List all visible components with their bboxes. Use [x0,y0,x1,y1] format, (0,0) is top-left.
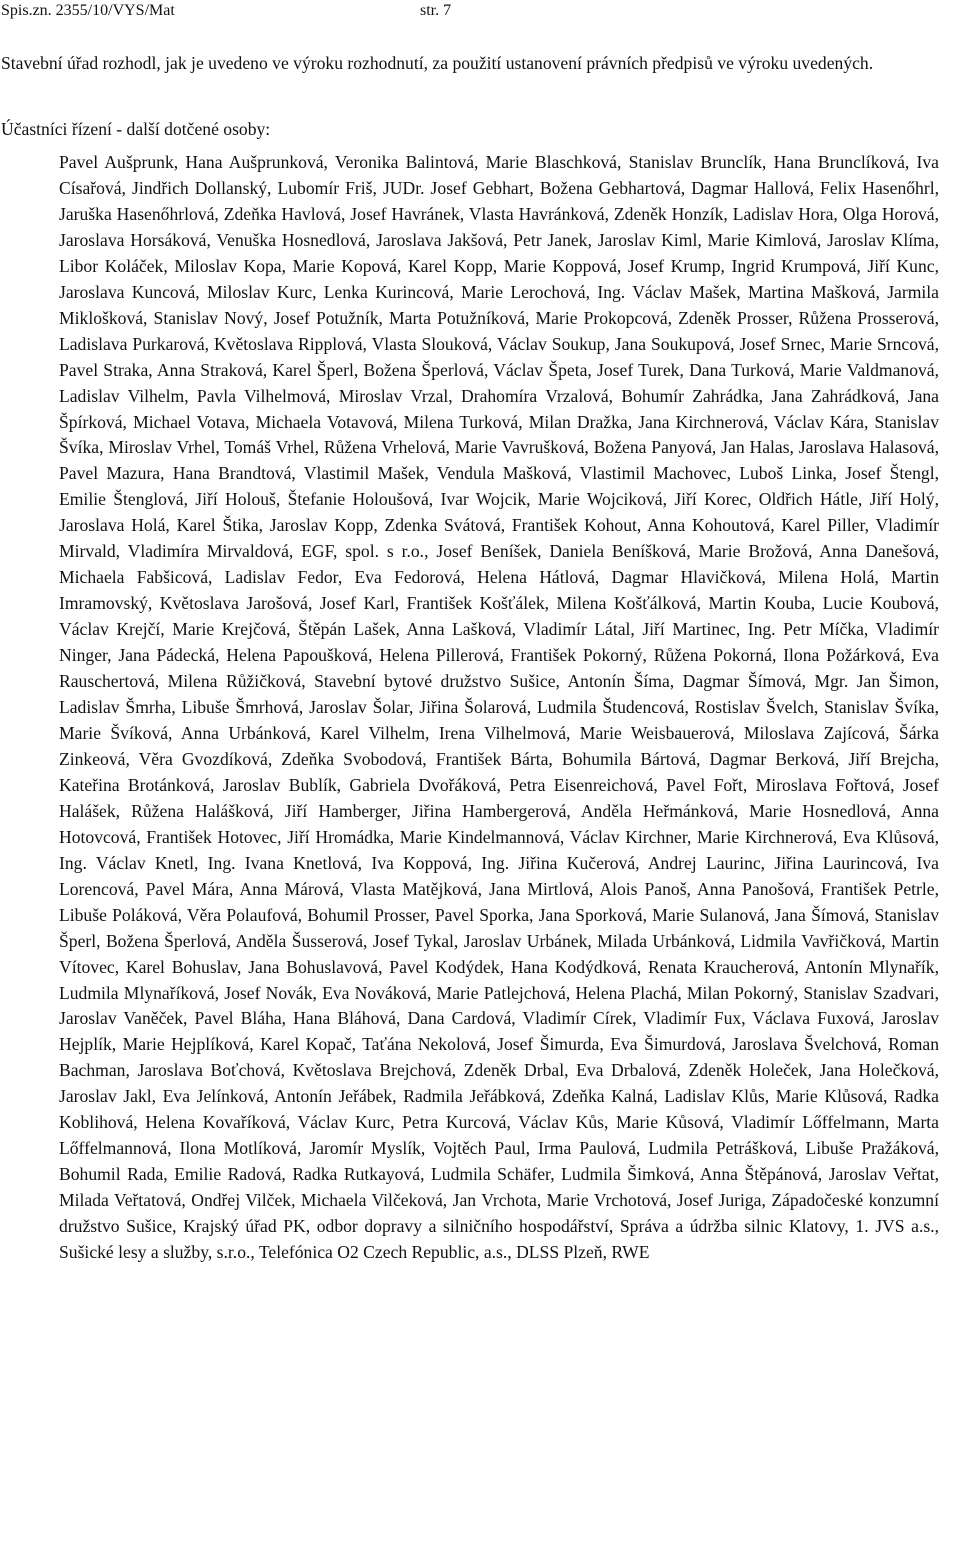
section-heading: Účastníci řízení - další dotčené osoby: [1,119,271,139]
file-reference: Spis.zn. 2355/10/VYS/Mat [1,2,175,19]
participants-list: Pavel Aušprunk, Hana Aušprunková, Veronika Balintová, Marie Blaschková, Stanislav Brunclík, Hana Brunclíková, Iva Císařová, Jindřich Dollanský, Lubomír Friš, JUDr. Josef Gebhart, Božena Gebhartová, Dagmar Hallová, Felix Hasenőhrl, Jaruška Hasenőhrlová, Zdeňka Havlová, Josef Havránek, Vlasta Havránková, Zdeněk Honzík, Ladislav Hora, Olga Horová, Jaroslava Horsáková, Venuška Hosnedlová, Jaroslava Jakšová, Petr Janek, Jaroslav Kiml, Marie Kimlová, Jaroslav Klíma, Libor Koláček, Miloslav Kopa, Marie Kopová, Karel Kopp, Marie Koppová, Josef Krump, Ingrid Krumpová, Jiří Kunc, Jaroslava Kuncová, Miloslav Kurc, Lenka Kurincová, Marie Lerochová, Ing. Václav Mašek, Martina Mašková, Jarmila Miklošková, Stanislav Nový, Josef Potužník, Marta Potužníková, Marie Prokopcová, Zdeněk Prosser, Růžena Prosserová, Ladislava Purkarová, Květoslava Ripplová, Vlasta Slouková, Václav Soukup, Jana Soukupová, Josef Srnec, Marie Srncová, Pavel Straka, Anna Straková, Karel Šperl, Božena Šperlová, Václav Špeta, Josef Turek, Dana Turková, Marie Valdmanová, Ladislav Vilhelm, Pavla Vilhelmová, Miroslav Vrzal, Drahomíra Vrzalová, Bohumír Zahrádka, Jana Zahrádková, Jana Špírková, Michael Votava, Michaela Votavová, Milena Turková, Milan Dražka, Jana Kirchnerová, Václav Kára, Stanislav Švíka, Miroslav Vrhel, Tomáš Vrhel, Růžena Vrhelová, Marie Vavrušková, Božena Panyová, Jan Halas, Jaroslava Halasová, Pavel Mazura, Hana Brandtová, Vlastimil Mašek, Vendula Mašková, Vlastimil Machovec, Luboš Linka, Josef Štengl, Emilie Štenglová, Jiří Holouš, Štefanie Holoušová, Ivar Wojcik, Marie Wojciková, Jiří Korec, Oldřich Hátle, Jiří Holý, Jaroslava Holá, Karel Štika, Jaroslav Kopp, Zdenka Svátová, František Kohout, Anna Kohoutová, Karel Piller, Vladimír Mirvald, Vladimíra Mirvaldová, EGF, spol. s r.o., Josef Beníšek, Daniela Beníšková, Marie Brožová, Anna Danešová, Michaela Fabšicová, Ladislav Fedor, Eva Fedorová, Helena Hátlová, Dagmar Hlavičková, Milena Holá, Martin Imramovský, Květoslava Jarošová, Josef Karl, František Košťálek, Milena Košťálková, Martin Kouba, Lucie Koubová, Václav Krejčí, Marie Krejčová, Štěpán Lašek, Anna Lašková, Vladimír Látal, Jiří Martinec, Ing. Petr Míčka, Vladimír Ninger, Jana Pádecká, Helena Papoušková, Helena Pillerová, František Pokorný, Růžena Pokorná, Ilona Požárková, Eva Rauschertová, Milena Růžičková, Stavební bytové družstvo Sušice, Antonín Šíma, Dagmar Šímová, Mgr. Jan Šimon, Ladislav Šmrha, Libuše Šmrhová, Jaroslav Šolar, Jiřina Šolarová, Ludmila Študencová, Rostislav Švelch, Stanislav Švíka, Marie Švíková, Anna Urbánková, Karel Vilhelm, Irena Vilhelmová, Marie Weisbauerová, Miloslava Zajícová, Šárka Zinkeová, Věra Gvozdíková, Zdeňka Svobodová, František Bárta, Bohumila Bártová, Dagmar Berková, Jiří Brejcha, Kateřina Brotánková, Jaroslav Bublík, Gabriela Dvořáková, Petra Eisenreichová, Pavel Fořt, Miroslava Fořtová, Josef Halášek, Růžena Halášková, Jiří Hamberger, Jiřina Hambergerová, Anděla Heřmánková, Marie Hosnedlová, Anna Hotovcová, František Hotovec, Jiří Hromádka, Marie Kindelmannová, Václav Kirchner, Marie Kirchnerová, Eva Klůsová, Ing. Václav Knetl, Ing. Ivana Knetlová, Iva Koppová, Ing. Jiřina Kučerová, Andrej Laurinc, Jiřina Laurincová, Iva Lorencová, Pavel Mára, Anna Márová, Vlasta Matějková, Jana Mirtlová, Alois Panoš, Anna Panošová, František Petrle, Libuše Poláková, Věra Polaufová, Bohumil Prosser, Pavel Sporka, Jana Sporková, Marie Sulanová, Jana Šímová, Stanislav Šperl, Božena Šperlová, Anděla Šusserová, Josef Tykal, Jaroslav Urbánek, Milada Urbánková, Lidmila Vavřičková, Martin Vítovec, Karel Bohuslav, Jana Bohuslavová, Pavel Kodýdek, Hana Kodýdková, Renata Kraucherová, Antonín Mlynařík, Ludmila Mlynaříková, Josef Novák, Eva Nováková, Marie Patlejchová, Helena Plachá, Milan Pokorný, Stanislav Szadvari, Jaroslav Vaněček, Pavel Bláha, Hana Bláhová, Dana Cardová, Vladimír Círek, Vladimír Fux, Václava Fuxová, Jaroslav Hejplík, Marie Hejplíková, Karel Kopač, Taťána Nekolová, Josef Šimurda, Eva Šimurdová, Jaroslava Švelchová, Roman Bachman, Jaroslava Boťchová, Květoslava Brejchová, Zdeněk Drbal, Eva Drbalová, Zdeněk Holeček, Jana Holečková, Jaroslav Jakl, Eva Jelínková, Antonín Jeřábek, Radmila Jeřábková, Zdeňka Kalná, Ladislav Klůs, Marie Klůsová, Radka Koblihová, Helena Kovaříková, Václav Kurc, Petra Kurcová, Václav Kůs, Marie Kůsová, Vladimír Lőffelmann, Marta Lőffelmannová, Ilona Motlíková, Jaromír Myslík, Vojtěch Paul, Irma Paulová, Ludmila Petrášková, Libuše Pražáková, Bohumil Rada, Emilie Radová, Radka Rutkayová, Ludmila Schäfer, Ludmila Šimková, Anna Štěpánová, Jaroslav Veřtat, Milada Veřtatová, Ondřej Vilček, Michaela Vilčeková, Jan Vrchota, Marie Vrchotová, Josef Juriga, Západočeské konzumní družstvo Sušice, Krajský úřad PK, odbor dopravy a silničního hospodářství, Správa a údržba silnic Klatovy, 1. JVS a.s., Sušické lesy a služby, s.r.o., Telefónica O2 Czech Republic, a.s., DLSS Plzeň, RWE [59,152,939,1263]
intro-paragraph: Stavební úřad rozhodl, jak je uvedeno ve výroku rozhodnutí, za použití ustanovení právních předpisů ve výroku uvedených. [1,53,874,73]
page-header [0,0,960,24]
page-number: str. 7 [420,2,452,19]
